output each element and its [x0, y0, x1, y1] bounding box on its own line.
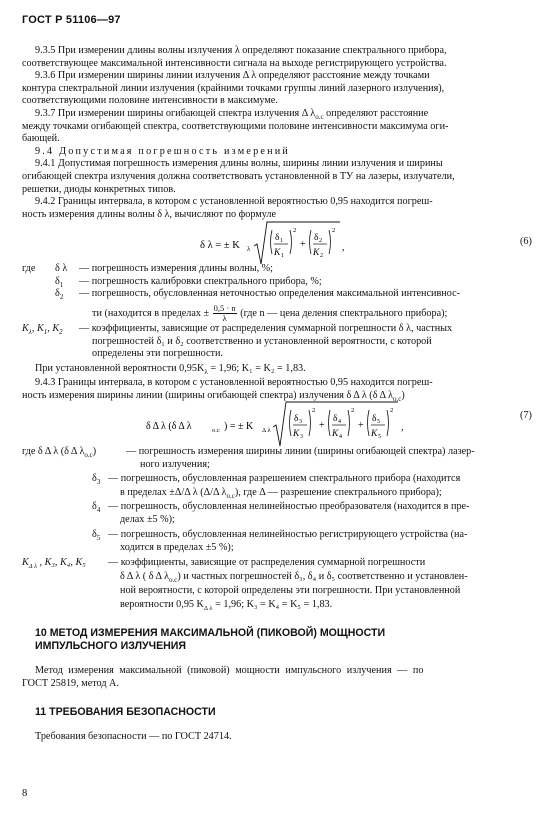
- fraction-denominator: λ: [222, 313, 227, 323]
- fraction-numerator: 0,5 · n: [213, 303, 236, 313]
- symbol: $\delta_3$: [92, 473, 101, 487]
- paren-left-2: [310, 230, 312, 254]
- eq-ksub: Δ λ: [262, 427, 271, 434]
- frac-den-sub-1: 1: [281, 253, 284, 259]
- page-number: 8: [22, 788, 28, 799]
- eq-lhs-2: ) = ± K: [224, 421, 254, 432]
- paren-right-1: [290, 230, 292, 254]
- definition-text: вероятности 0,95 $K_{\Delta \lambda} = 1,96$; K₃ = K₄ = K₅ = 1,83.: [120, 599, 333, 613]
- frac-num-sub-3: 3: [299, 419, 302, 425]
- frac-den-4: K: [332, 429, 339, 439]
- paren-right-2: [329, 230, 331, 254]
- text-line: между точками огибающей спектра, соответствующими половине интенсивности максимума оги-: [22, 120, 449, 132]
- definition-text: δ Δ λ ( δ Δ $\lambda_{о.с}$) и частных погрешностей δ₃, δ₄ и δ₅ соответственно и установлен-: [120, 571, 468, 585]
- definition-text: — погрешность, обусловленная разрешением спектрального прибора (находится: [108, 473, 461, 484]
- definition-text: — погрешность, обусловленная нелинейностью преобразователя (находится в пре-: [108, 501, 470, 512]
- document-header: ГОСТ Р 51106—97: [22, 14, 121, 26]
- section-heading: 11 ТРЕБОВАНИЯ БЕЗОПАСНОСТИ: [35, 706, 216, 718]
- text-line: бающей.: [22, 133, 60, 145]
- symbol: $\delta_4$: [92, 501, 101, 515]
- definition-text: ной вероятности, с которой определены эти погрешности. При установленной: [120, 585, 461, 596]
- symbol: где δ Δ λ (δ Δ $\lambda_{о.с}$): [22, 446, 97, 460]
- frac-num-sub-2: 2: [319, 238, 322, 244]
- paren-right-3: [309, 410, 311, 436]
- section-heading: ИМПУЛЬСНОГО ИЗЛУЧЕНИЯ: [35, 640, 187, 652]
- text-line: соответствующее максимальной интенсивности сигнала на выходе регистрирующего устройства.: [22, 57, 447, 69]
- frac-den-3: K: [293, 429, 300, 439]
- frac-num-sub-4: 4: [338, 419, 341, 425]
- text-line: 9.4.3 Границы интервала, в котором с установленной вероятностью 0,95 находится погреш-: [35, 377, 433, 388]
- eq-comma: ,: [401, 422, 404, 433]
- text-line: При установленной вероятности $0,95K_\lambda = 1,96$; K₁ = K₂ = 1,83.: [35, 363, 306, 377]
- eq-comma: ,: [342, 242, 345, 253]
- text-line: Требования безопасности — по ГОСТ 24714.: [35, 731, 232, 742]
- text-line: решетки, диоды конкретных типов.: [22, 183, 176, 195]
- exponent-4: 2: [351, 407, 355, 414]
- frac-num-4: δ: [333, 414, 338, 424]
- frac-den-sub-3: 3: [300, 434, 303, 440]
- text-line: Метод измерения максимальной (пиковой) мощности импульсного излучения — по: [35, 665, 424, 676]
- paren-left-5: [368, 410, 370, 436]
- definition-text: ти (находится в пределах ± $\frac{0,5 \cdot n}{\lambda}$ (где n — цена деления спектрального прибора);: [92, 303, 448, 323]
- definition-text: — погрешность калибровки спектрального прибора, %;: [79, 275, 322, 287]
- exponent-1: 2: [293, 227, 297, 234]
- plus-sign-2: +: [358, 420, 364, 431]
- frac-num-sub-1: 1: [280, 238, 283, 244]
- definition-text: — погрешность измерения длины волны, %;: [79, 263, 273, 274]
- equation-number: (7): [520, 410, 532, 421]
- definition-text: — коэффициенты, зависящие от распределения суммарной погрешности δ λ, частных: [79, 323, 453, 334]
- text-line: контура спектральной линии излучения (крайними точками группы линий лазерного излучения),: [22, 82, 445, 94]
- text-line: 9.4.2 Границы интервала, в котором с установленной вероятностью 0,95 находится погреш-: [35, 196, 433, 208]
- symbol: $K_{\Delta \lambda}$ , K₃, K₄, K₅: [22, 557, 86, 571]
- symbol: $\delta_5$: [92, 529, 101, 543]
- frac-den-1: K: [274, 248, 281, 258]
- paren-left-4: [329, 410, 331, 436]
- exponent-5: 2: [390, 407, 394, 414]
- text-line: 9.4.1 Допустимая погрешность измерения длины волны, ширины линии излучения и ширины: [35, 158, 443, 170]
- frac-den-sub-2: 2: [320, 253, 323, 259]
- frac-den-sub-4: 4: [339, 434, 342, 440]
- definition-text: в пределах ±Δ/Δ λ (Δ/Δ $\lambda_{о.с}$), где Δ — разрешение спектрального прибора);: [120, 487, 442, 501]
- frac-num-1: δ: [275, 233, 280, 243]
- frac-num-2: δ: [314, 233, 319, 243]
- symbol: $K_\lambda$, $K_1$, $K_2$: [22, 323, 63, 337]
- definition-text: — коэффициенты, зависящие от распределения суммарной погрешности: [108, 557, 426, 568]
- paren-left-3: [290, 410, 292, 436]
- definition-text: ходится в пределах ±5 %);: [120, 542, 234, 553]
- frac-den-sub-5: 5: [378, 434, 381, 440]
- frac-den-2: K: [313, 248, 320, 258]
- frac-num-5: δ: [372, 414, 377, 424]
- text-line: ность измерения ширины линии (ширины огибающей спектра) излучения δ Δ λ (δ Δ $\lambda_{о.с}$): [22, 389, 405, 403]
- eq-lhs: δ λ = ± K: [200, 240, 240, 251]
- where-word: где: [22, 263, 36, 274]
- eq-lhs: δ Δ λ (δ Δ λ: [146, 421, 192, 432]
- plus-sign: +: [300, 239, 306, 250]
- frac-den-5: K: [371, 429, 378, 439]
- plus-sign-1: +: [319, 420, 325, 431]
- equation-number: (6): [520, 236, 532, 247]
- section-heading: 9.4 Допустимая погрешность измерений: [35, 146, 291, 157]
- frac-num-sub-5: 5: [377, 419, 380, 425]
- frac-num-3: δ: [294, 414, 299, 424]
- text-line: огибающей спектра излучения должна соответствовать установленной в ТУ на лазеры, излучатели,: [22, 171, 455, 182]
- text-line: ность измерения длины волны δ λ, вычисляют по формуле: [22, 208, 277, 220]
- eq-sub: λ: [247, 245, 251, 253]
- symbol: $\delta_1$: [55, 275, 64, 289]
- definition-text: — погрешность измерения ширины линии (ширины огибающей спектра) лазер-: [126, 446, 475, 457]
- paren-right-4: [348, 410, 350, 436]
- paren-left-1: [271, 230, 273, 254]
- definition-text: — погрешность, обусловленная нелинейностью регистрирующего устройства (на-: [108, 529, 468, 540]
- text-line: 9.3.5 При измерении длины волны излучения λ определяют показание спектрального прибора,: [35, 45, 447, 56]
- exponent-2: 2: [332, 227, 336, 234]
- sqrt-sign: [254, 222, 340, 264]
- exponent-3: 2: [312, 407, 316, 414]
- text-line: 9.3.7 При измерении ширины огибающей спектра излучения Δ $\lambda_{о.с}$ определяют расстояние: [35, 108, 429, 122]
- equation-7: [146, 400, 408, 452]
- text-line: ГОСТ 25819, метод А.: [22, 678, 119, 689]
- eq-lhs-sub: о.с: [212, 427, 220, 434]
- definition-text: погрешностей δ₁ и δ₂ соответственно и установленной вероятности, с которой: [92, 335, 432, 347]
- definition-text: определены эти погрешности.: [92, 348, 223, 360]
- symbol: $\delta_2$: [55, 288, 64, 302]
- paren-right-5: [387, 410, 389, 436]
- text-line: соответствующими половине интенсивности в максимуме.: [22, 95, 278, 107]
- section-heading: 10 МЕТОД ИЗМЕРЕНИЯ МАКСИМАЛЬНОЙ (ПИКОВОЙ) МОЩНОСТИ: [35, 627, 386, 639]
- text-line: 9.3.6 При измерении ширины линии излучения Δ λ определяют расстояние между точками: [35, 70, 430, 82]
- definition-text: ного излучения;: [140, 458, 210, 470]
- definition-text: — погрешность, обусловленная неточностью определения максимальной интенсивнос-: [79, 288, 461, 300]
- definition-text: делах ±5 %);: [120, 514, 175, 525]
- symbol: δ λ: [55, 263, 68, 274]
